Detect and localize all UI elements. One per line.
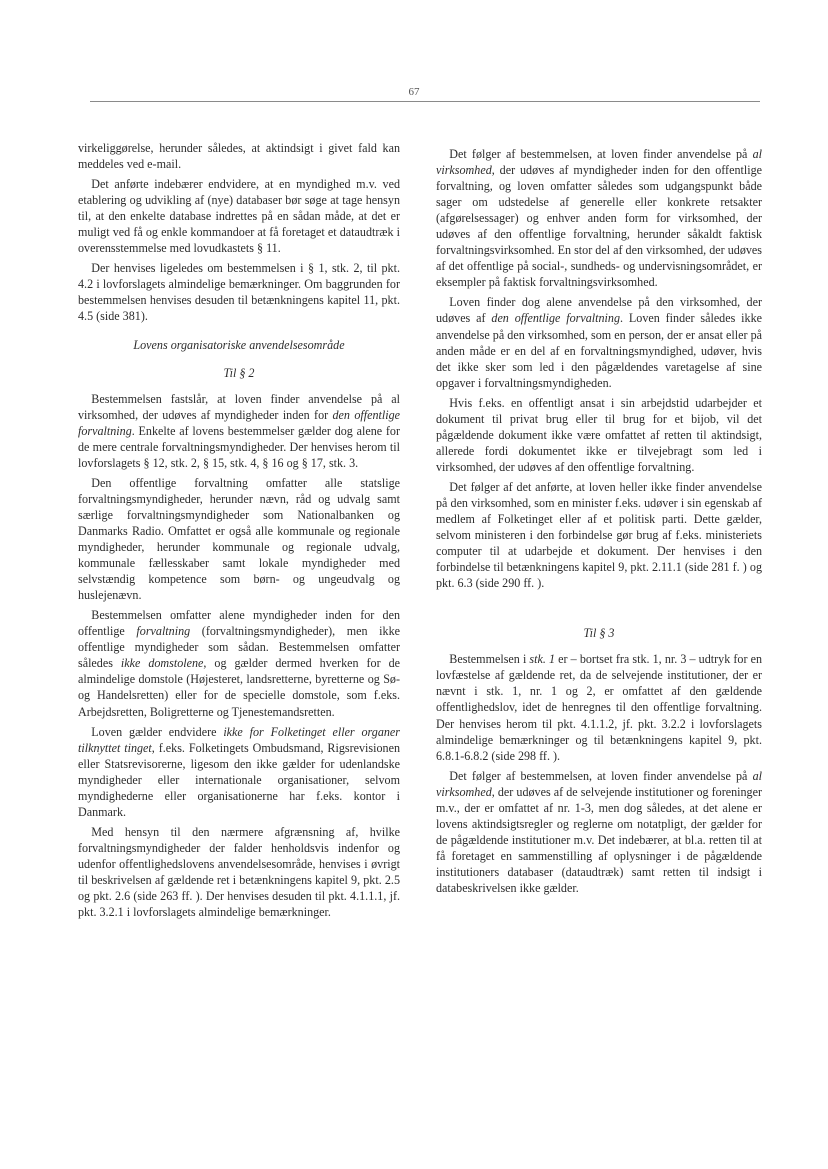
paragraph	[78, 607, 400, 719]
emphasis: stk. 1	[529, 652, 556, 667]
text-run: , og gælder dermed hverken for de almindelige domstole (Højesteret, landsretterne, byretterne og Sø- og Handelsretten) eller for de specielle domstole, som f.eks. Arbejdsretten, Boligretterne og Tjenestemandsretten.	[78, 656, 400, 719]
text-run: (forvaltningsmyndigheder), men ikke offentlige myndigheder som sådan. Bestemmelsen omfatter således	[78, 624, 400, 671]
paragraph: Den offentlige forvaltning omfatter alle statslige forvaltningsmyndigheder, herunder nævn, råd og udvalg samt særlige forvaltningsmyndigheder som Nationalbanken og Danmarks Radio. Omfattet er også alle kommunale og regionale myndigheder, herunder kommunale og regionale udvalg, kommunale fællesskaber samt lokale myndigheder med selvstændig kompetence som børn- og ungeudvalg og huslejenævn.	[78, 475, 400, 603]
text-run: Bestemmelsen i	[449, 652, 530, 667]
paragraph: virkeliggørelse, herunder således, at aktindsigt i givet fald kan meddeles ved e-mail.	[78, 141, 400, 172]
text-run: . Enkelte af lovens bestemmelser gælder dog alene for de mere centrale forvaltningsmyndigheder. Der henvises herom til lovforslagets § 12, stk. 2, § 15, stk. 4, § 16 og § 17, stk. 3.	[78, 423, 400, 470]
text-run: Loven finder dog alene anvendelse på den virksomhed, der udøves af	[436, 295, 762, 326]
text-run: , der udøves af de selvejende institutioner og foreninger m.v., der er omfattet af nr. 1-3, men dog således, at det alene er lovens aktindsigtsregler og reglerne om notatpligt, der gælder for de pågældende institutioner m.v. Det indebærer, at bl.a. retten til at få foretaget en sammenstilling af oplysninger i de pågældende institutioners databaser (dataudtræk) samt retten til indsigt i databeskrivelsen ikke gælder.	[436, 784, 762, 895]
paragraph: Med hensyn til den nærmere afgrænsning af, hvilke forvaltningsmyndigheder der falder henholdsvis indenfor og udenfor offentlighedslovens anvendelsesområde, henvises i øvrigt til beskrivelsen af gældende ret i betænkningens kapitel 9, pkt. 2.5 og pkt. 2.6 (side 263 ff. ). Der henvises desuden til pkt. 4.1.1.1, jf. pkt. 3.2.1 i lovforslagets almindelige bemærkninger.	[78, 824, 400, 920]
paragraph	[78, 724, 400, 820]
paragraph: Det anførte indebærer endvidere, at en myndighed m.v. ved etablering og udvikling af (nye) databaser bør søge at tage hensyn til, at den enkelte database indrettes på en sådan måde, at det er muligt ved få og enkle kommandoer at få foretaget et dataudtræk i overensstemmelse med lovudkastets § 11.	[78, 177, 400, 256]
text-run: Det følger af bestemmelsen, at loven finder anvendelse på	[449, 147, 753, 161]
emphasis: ikke for Folketinget eller organer tilknyttet tinget	[78, 724, 400, 755]
paragraph	[436, 146, 762, 290]
text-run: , der udøves af myndigheder inden for den offentlige forvaltning, og loven omfatter således som udgangspunkt både sager om udstedelse af generelle eller konkrete retsakter (afgørelsessager) og enhver anden form for virksomhed, der udøves af den offentlige forvaltning, herunder såkaldt faktisk forvaltningsvirksomhed. En stor del af den virksomhed, der udøves af det offentlige på social-, sundheds- og undervisningsområdet, er eksempler på faktisk forvaltningsvirksomhed.	[436, 163, 762, 290]
text-run: Bestemmelsen fastslår, at loven finder anvendelse på al virksomhed, der udøves af myndigheder inden for	[78, 391, 400, 422]
section-heading-paragraph-2: Til § 2	[223, 365, 255, 380]
emphasis: ikke domstolene	[120, 656, 204, 671]
text-run: Loven gælder endvidere	[91, 724, 224, 739]
text-run: Det følger af bestemmelsen, at loven finder anvendelse på	[449, 768, 753, 783]
emphasis: den offentlige forvaltning	[78, 407, 400, 438]
page-number: 67	[408, 86, 420, 98]
header-rule	[90, 101, 760, 102]
section-heading-scope: Lovens organisatoriske anvendelsesområde	[133, 337, 345, 352]
text-run: , f.eks. Folketingets Ombudsmand, Rigsrevisionen eller Statsrevisorerne, ligesom den ikke gælder for udenlandske myndigheder eller internationale organisationer, selvom myndighederne eller organisationerne har f.eks. kontor i Danmark.	[78, 740, 400, 819]
emphasis: forvaltning	[136, 624, 191, 639]
text-run: Bestemmelsen omfatter alene myndigheder inden for den offentlige	[78, 608, 400, 639]
paragraph	[436, 651, 762, 763]
right-column	[436, 146, 762, 896]
paragraph: Hvis f.eks. en offentligt ansat i sin arbejdstid udarbejder et dokument til privat brug eller til brug for et bijob, vil det pågældende dokument ikke være omfattet af retten til aktindsigt, allerede fordi dokumentet ikke er tilvejebragt som led i virksomhed, der udøves af den offentlige forvaltning.	[436, 395, 762, 474]
section-heading-paragraph-3: Til § 3	[583, 626, 615, 641]
text-run: . Loven finder således ikke anvendelse på den virksomhed, som en person, der er ansat eller på anden måde er en del af en forvaltningsmyndighed, udøver, hvis det ikke sker som led i den pågældendes varetagelse af sine opgaver i forvaltningsmyndigheden.	[436, 311, 762, 390]
text-run: er – bortset fra stk. 1, nr. 3 – udtryk for en lovfæstelse af gældende ret, da de selvejende institutioner, der er nævnt i stk. 1, nr. 1 og 2, er omfattet af den gældende offentlighedslov, idet de henregnes til den offentlige forvaltning. Der henvises herom til pkt. 4.1.1.2, jf. pkt. 3.2.2 i lovforslagets almindelige bemærkninger og til betænkningens kapitel 9, pkt. 6.8.1-6.8.2 (side 298 ff. ).	[436, 652, 762, 763]
emphasis: al virksomhed	[436, 768, 762, 799]
emphasis: al virksomhed	[436, 147, 762, 178]
paragraph: Der henvises ligeledes om bestemmelsen i § 1, stk. 2, til pkt. 4.2 i lovforslagets almindelige bemærkninger. Om baggrunden for bestemmelsen henvises desuden til betænkningens kapitel 11, pkt. 4.5 (side 381).	[78, 261, 400, 324]
emphasis: den offentlige forvaltning	[491, 311, 620, 326]
left-column	[78, 140, 400, 920]
paragraph	[436, 294, 762, 390]
paragraph: Det følger af det anførte, at loven heller ikke finder anvendelse på den virksomhed, som en minister f.eks. udøver i sin egenskab af medlem af Folketinget eller af et politisk parti. Dette gælder, selvom ministeren i den forbindelse gør brug af f.eks. ministeriets computer til at udarbejde et dokument. Der henvises i den forbindelse til betænkningens kapitel 9, pkt. 2.11.1 (side 281 f. ) og pkt. 6.3 (side 290 ff. ).	[436, 479, 762, 591]
paragraph	[78, 391, 400, 471]
paragraph	[436, 768, 762, 896]
